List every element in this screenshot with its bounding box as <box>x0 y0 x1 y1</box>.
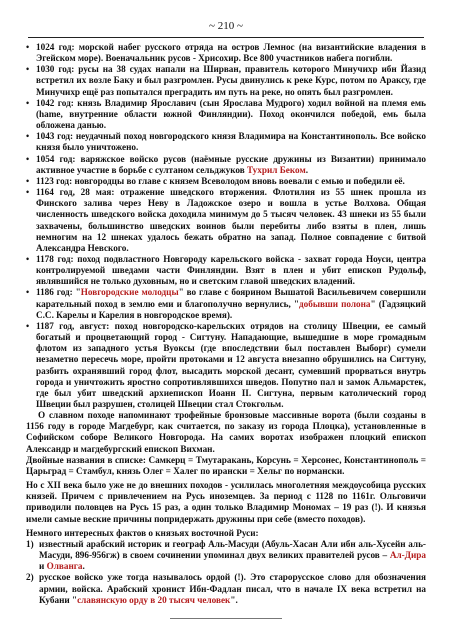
campaign-list <box>26 42 426 410</box>
item-text: 1054 год: варяжское войско русов (наёмные русские дружины из Византии) принимало активное участие в борьбе с султаном сельджуков <box>36 153 426 175</box>
page-number: ~ 210 ~ <box>209 20 243 32</box>
fact-item <box>26 539 426 572</box>
campaign-list-item <box>26 98 426 131</box>
century-paragraph: Но с XII века было уже не до внешних походов - усилилась многолетняя междоусобица русских князей. Причем с привлечением на Русь иноземцев. За период с 1128 по 1161г. Ольговичи приводили половцев на Русь 15 раз, а один только Владимир Мономах – 19 раз (!). И князья имели самые веские причины попридержать дружины при себе (вместо походов). <box>26 480 426 524</box>
names-paragraph: Двойные названия в списке: Самкерц = Тмутаракань, Корсунь = Херсонес, Константинополь = Царьград = Стамбул, князь Олег = Халег по ирански = Хельг по нормански. <box>26 454 426 476</box>
item-text: " (Гадзяцкий С.С. Карелы и Карелия в новгородское время). <box>36 298 427 320</box>
item-text: 1164 год, 28 мая: отражение шведского вторжения. Флотилия из 55 шнек прошла из Финского залива через Неву в Ладожское озеро и вошла в устье Волхова. Общая численность шведского войска доходила минимум до 5 тысяч человек. 43 шнеки из 55 были захвачены, большинство шведских воинов были перебиты либо взяты в плен, лишь немногим на 12 шнеках удалось бежать обратно на запад. Полное совпадение с битвой Александра Невского. <box>36 187 426 253</box>
item-text: 1123 год: новгородцы во главе с князем Всеволодом вновь воевали с емью и победили её. <box>36 175 405 186</box>
fact-text: . <box>82 561 85 572</box>
item-text: . <box>305 164 309 175</box>
highlighted-text: добывши полона <box>299 298 371 309</box>
highlighted-text: Олванга <box>46 561 83 572</box>
highlighted-text: славянскую орду в 20 тысяч человек <box>77 594 231 605</box>
footer-rule <box>170 618 282 619</box>
highlighted-text: Ал-Дира <box>389 550 426 561</box>
item-text: " во главе с боярином Вышатой Васильевичем совершили карательный поход в землю еми и благополучно вернулись, " <box>36 287 426 309</box>
campaign-list-item <box>26 176 426 187</box>
item-text: 1043 год: неудачный поход новгородского князя Владимира на Константинополь. Все войско князя было уничтожено. <box>36 131 426 153</box>
campaign-list-item <box>26 131 426 153</box>
highlighted-text: Новгородские молодцы <box>80 287 179 298</box>
campaign-list-item <box>26 187 426 254</box>
fact-text: и <box>39 561 47 572</box>
fact-item <box>26 572 426 605</box>
campaign-list-item <box>26 154 426 176</box>
campaign-list-item <box>26 287 426 320</box>
item-text: 1186 год: " <box>36 287 81 298</box>
item-text: 1178 год: поход подвластного Новгороду карельского войска - захват города Ноуси, центра контролируемой шведами части Финляндии. Взят в плен и убит епископ Рудольф, являвшийся не только духовным, но и светским главой шведских владений. <box>36 253 426 287</box>
fact-text: известный арабский историк и географ Аль-Масуди (Абуль-Хасан Али ибн аль-Хусейн аль-Масуди, 896-956гж) в своем сочинении упоминал двух великих правителей русов – <box>39 538 426 561</box>
item-text: 1030 год: русы на 38 судах напали на Ширван, правитель которого Минучихр ибн Йазид встретил их возле Баку и был разгромлен. Русы двинулись к реке Курс, потом по Араксу, где Минучихр ещё раз попытался преградить им путь на реке, но опять был разгромлен. <box>36 64 426 97</box>
page-content <box>26 42 426 606</box>
item-text: 1024 год: морской набег русского отряда на остров Лемнос (на византийские владения в Эгейском море). Военачальник русов - Хрисохир. Все 800 участников набега погибли. <box>36 42 426 64</box>
highlighted-text: Тухрил Беком <box>247 164 306 175</box>
campaign-list-item <box>26 42 426 64</box>
item-text: 1042 год: князь Владимир Ярославич (сын Ярослава Мудрого) ходил войной на племя емь (hame, внутренние области южной Финляндии). Поход окончился победой, емь была обложена данью. <box>36 97 426 131</box>
fact-number: 2) <box>26 572 34 583</box>
fact-number: 1) <box>26 538 34 549</box>
facts-list <box>26 539 426 606</box>
campaign-list-item <box>26 321 426 410</box>
item-text: 1187 год, август: поход новгородско-карельских отрядов на столицу Швеции, ее самый богатый и процветающий город - Сигтуну. Нападающие, вышедшие в море громадным флотом из западного устья Вуоксы (где впоследствии был поставлен Выборг) сумели незаметно пересечь море, пройти протоками и 12 августа внезапно обрушились на Сигтуну, разбить охранявший город флот, высадить морской десант, сумевший прорваться внутрь города и уничтожить яростно сопротивлявшихся шведов. Попутно пал и замок Альмарстек, где был убит шведский архиепископ Иоанн II. Сигтуна, первым католический город Швеции был разрушен, столицей Швеции стал Стокгольм. <box>36 320 426 409</box>
trophy-paragraph: О славном походе напоминают трофейные бронзовые массивные ворота (были созданы в 1156 году в городе Магдебург, как считается, по заказу из города Плоцка), установленные в Софийском соборе Великого Новгорода. На самих воротах изображен плоцкий епископ Александр и магдебургский епископ Вихман. <box>26 410 426 454</box>
fact-text: ". <box>230 594 238 605</box>
header-rule <box>28 37 424 38</box>
facts-intro: Немного интересных фактов о князьях восточной Руси: <box>26 527 259 538</box>
fact-text: русское войско уже тогда называлось ордой (!). Это старорусское слово для обозначения армии, войска. Арабский хронист Ибн-Фадлан писал, что в начале IX века встретил на Кубани " <box>39 572 426 605</box>
campaign-list-item <box>26 254 426 287</box>
campaign-list-item <box>26 64 426 97</box>
